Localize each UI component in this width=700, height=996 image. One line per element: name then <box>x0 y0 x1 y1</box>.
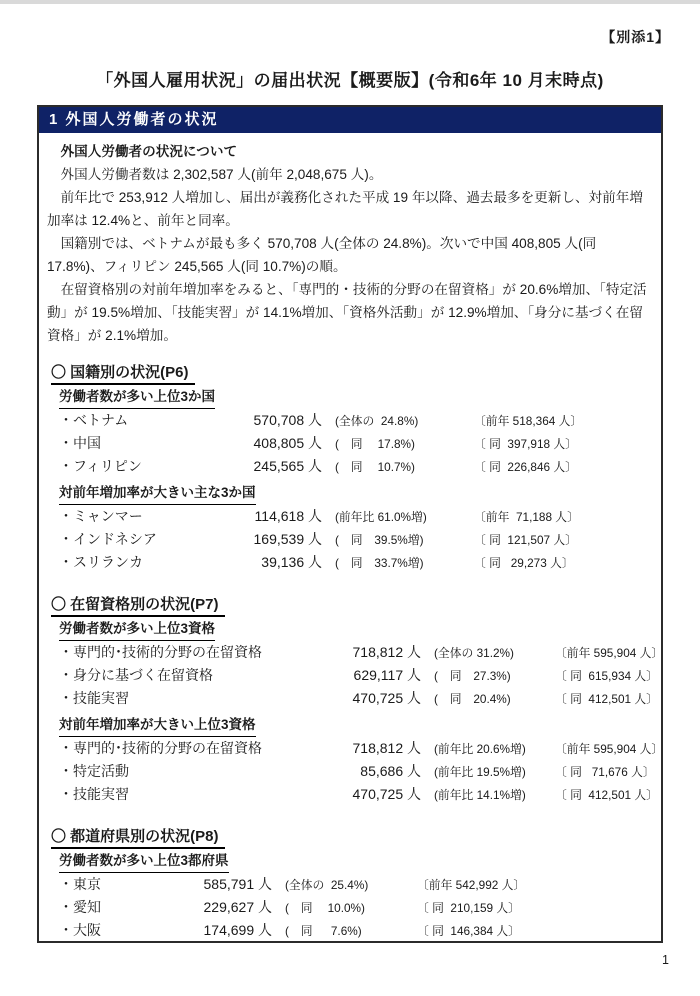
row-previous-year: 〔前年 71,188 人〕 <box>474 510 579 524</box>
row-previous-year: 〔 同 71,676 人〕 <box>555 765 655 779</box>
row-previous-year: 〔 同 412,501 人〕 <box>555 692 658 706</box>
summary-paragraph: 外国人労働者数は 2,302,587 人(前年 2,048,675 人)。 <box>60 167 383 182</box>
group-heading: 労働者数が多い上位3都府県 <box>59 851 229 873</box>
row-percentage: ( 同 10.0%) <box>285 901 365 915</box>
row-value: 174,699 人 <box>203 922 272 938</box>
row-value: 85,686 人 <box>360 763 421 779</box>
row-label: ・特定活動 <box>59 763 129 779</box>
section-title: 〇 都道府県別の状況(P8) <box>51 825 225 849</box>
section-nationality <box>51 361 653 574</box>
row-label: ・専門的･技術的分野の在留資格 <box>59 740 262 756</box>
row-value: 39,136 人 <box>261 554 322 570</box>
row-percentage: (全体の 31.2%) <box>434 646 514 660</box>
table-row <box>59 409 653 432</box>
row-value: 718,812 人 <box>352 644 421 660</box>
row-percentage: (前年比 20.6%増) <box>434 742 526 756</box>
box-inner <box>39 133 664 942</box>
row-label: ・大阪 <box>59 922 101 938</box>
group-top3-countries <box>59 387 653 478</box>
row-label: ・専門的･技術的分野の在留資格 <box>59 644 262 660</box>
row-label: ・身分に基づく在留資格 <box>59 667 213 683</box>
document-title: 「外国人雇用状況」の届出状況【概要版】(令和6年 10 月末時点) <box>96 71 604 90</box>
row-previous-year: 〔 同 397,918 人〕 <box>474 437 577 451</box>
row-value: 229,627 人 <box>203 899 272 915</box>
table-row <box>59 664 658 687</box>
row-previous-year: 〔前年 518,364 人〕 <box>474 414 583 428</box>
row-label: ・技能実習 <box>59 786 129 802</box>
row-previous-year: 〔前年 595,904 人〕 <box>555 646 664 660</box>
row-previous-year: 〔前年 595,904 人〕 <box>555 742 664 756</box>
table-row <box>59 455 653 478</box>
row-previous-year: 〔 同 226,846 人〕 <box>474 460 577 474</box>
row-value: 245,565 人 <box>253 458 322 474</box>
table-row <box>59 641 664 664</box>
table-row <box>59 783 658 806</box>
section-1-header-bar <box>39 107 661 133</box>
row-percentage: (前年比 14.1%増) <box>434 788 526 802</box>
row-previous-year: 〔前年 542,992 人〕 <box>417 878 526 892</box>
section-1-header-label: 1 外国人労働者の状況 <box>49 111 219 128</box>
row-percentage: ( 同 39.5%増) <box>335 533 424 547</box>
row-label: ・インドネシア <box>59 531 157 547</box>
row-value: 169,539 人 <box>253 531 322 547</box>
row-previous-year: 〔 同 615,934 人〕 <box>555 669 658 683</box>
row-percentage: ( 同 7.6%) <box>285 924 362 938</box>
table-row <box>59 505 653 528</box>
row-label: ・ミャンマー <box>59 508 143 524</box>
group-top3-growth-countries <box>59 483 653 574</box>
summary-block <box>47 140 653 347</box>
row-previous-year: 〔 同 210,159 人〕 <box>417 901 520 915</box>
group-top3-prefectures <box>59 851 653 942</box>
page-number: 1 <box>662 953 669 967</box>
row-label: ・スリランカ <box>59 554 143 570</box>
group-heading: 対前年増加率が大きい上位3資格 <box>59 715 256 737</box>
row-previous-year: 〔 同 121,507 人〕 <box>474 533 577 547</box>
row-previous-year: 〔 同 29,273 人〕 <box>474 556 574 570</box>
row-percentage: (全体の 24.8%) <box>335 414 419 428</box>
summary-paragraph: 前年比で 253,912 人増加し、届出が義務化された平成 19 年以降、過去最多を更新し、対前年増加率は 12.4%と、前年と同率。 <box>47 190 643 228</box>
section-residence-status <box>51 593 664 806</box>
row-label: ・技能実習 <box>59 690 129 706</box>
table-row <box>59 551 653 574</box>
row-label: ・ベトナム <box>59 412 129 428</box>
group-heading: 労働者数が多い上位3か国 <box>59 387 215 409</box>
table-row <box>59 737 664 760</box>
table-row <box>59 528 653 551</box>
row-percentage: ( 同 20.4%) <box>434 692 511 706</box>
row-percentage: ( 同 10.7%) <box>335 460 415 474</box>
row-value: 408,805 人 <box>253 435 322 451</box>
row-percentage: ( 同 17.8%) <box>335 437 415 451</box>
row-percentage: (前年比 19.5%増) <box>434 765 526 779</box>
summary-paragraph: 国籍別では、ベトナムが最も多く 570,708 人(全体の 24.8%)。次いで中国 408,805 人(同 17.8%)、フィリピン 245,565 人(同 10.7%)の順。 <box>47 236 597 274</box>
group-top3-statuses <box>59 619 664 710</box>
row-percentage: ( 同 33.7%増) <box>335 556 424 570</box>
row-percentage: (前年比 61.0%増) <box>335 510 427 524</box>
content-box <box>37 105 663 943</box>
row-percentage: (全体の 25.4%) <box>285 878 369 892</box>
row-value: 570,708 人 <box>253 412 322 428</box>
row-label: ・東京 <box>59 876 101 892</box>
row-value: 114,618 人 <box>254 508 322 524</box>
page-edge-strip <box>0 0 700 4</box>
table-row <box>59 687 658 710</box>
section-prefecture <box>51 825 653 942</box>
row-previous-year: 〔 同 146,384 人〕 <box>417 924 520 938</box>
group-top3-growth-statuses <box>59 715 664 806</box>
row-value: 718,812 人 <box>352 740 421 756</box>
table-row <box>59 873 653 896</box>
summary-heading: 外国人労働者の状況について <box>60 144 238 159</box>
section-title: 〇 在留資格別の状況(P7) <box>51 593 225 617</box>
row-value: 629,117 人 <box>353 667 421 683</box>
row-label: ・愛知 <box>59 899 101 915</box>
group-heading: 対前年増加率が大きい主な3か国 <box>59 483 256 505</box>
table-row <box>59 760 653 783</box>
row-value: 470,725 人 <box>352 690 421 706</box>
attachment-note: 【別添1】 <box>601 29 670 45</box>
row-percentage: ( 同 27.3%) <box>434 669 511 683</box>
row-label: ・中国 <box>59 435 101 451</box>
group-heading: 労働者数が多い上位3資格 <box>59 619 215 641</box>
summary-paragraph: 在留資格別の対前年増加率をみると、「専門的・技術的分野の在留資格」が 20.6%増加、「特定活動」が 19.5%増加、「技能実習」が 14.1%増加、「資格外活動」が 12.9%増加、「身分に基づく在留資格」が 2.1%増加。 <box>47 282 647 343</box>
section-title: 〇 国籍別の状況(P6) <box>51 361 195 385</box>
row-previous-year: 〔 同 412,501 人〕 <box>555 788 658 802</box>
table-row <box>59 896 653 919</box>
row-label: ・フィリピン <box>59 458 142 474</box>
table-row <box>59 432 653 455</box>
row-value: 585,791 人 <box>203 876 272 892</box>
row-value: 470,725 人 <box>352 786 421 802</box>
table-row <box>59 919 653 942</box>
